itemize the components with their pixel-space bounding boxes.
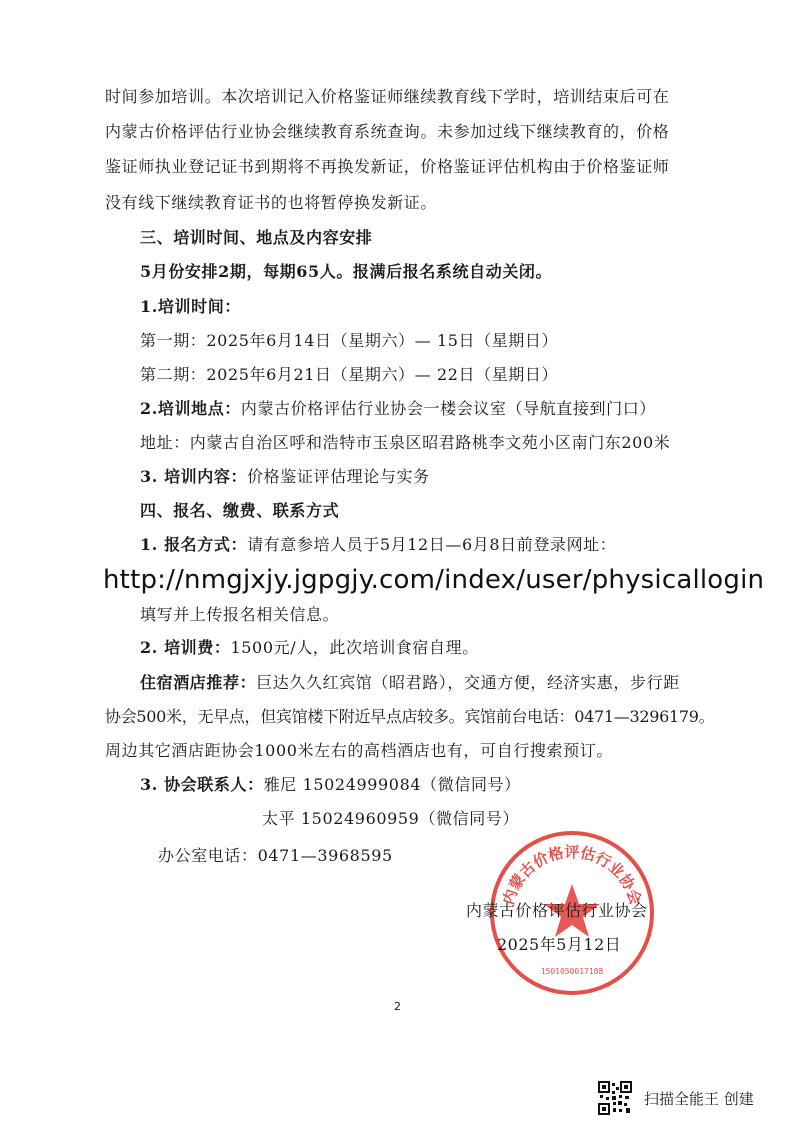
hotel-line-1: 巨达久久红宾馆（昭君路），交通方便，经济实惠，步行距	[256, 673, 680, 692]
registration-method	[140, 535, 616, 555]
paragraph-line: 没有线下继续教育证书的也将暂停换发新证。	[105, 193, 438, 212]
issuing-organization: 内蒙古价格评估行业协会	[466, 901, 648, 920]
scanner-watermark	[598, 1081, 754, 1115]
paragraph-line: 时间参加培训。本次培训记入价格鉴证师继续教育线下学时，培训结束后可在	[105, 87, 670, 106]
after-url-text: 填写并上传报名相关信息。	[140, 605, 340, 624]
contact-label: 3. 协会联系人：	[140, 775, 264, 794]
registration-url[interactable]: http://nmgjxjy.jgpgjy.com/index/user/physicallogin	[103, 565, 765, 595]
hotel-line-2: 协会500米，无早点，但宾馆楼下附近早点店较多。宾馆前台电话：0471—3296179。	[105, 707, 715, 726]
contact-1: 雅尼 15024999084（微信同号）	[263, 775, 521, 794]
training-fee	[140, 638, 479, 658]
paragraph-line: 鉴证师执业登记证书到期将不再换发新证，价格鉴证评估机构由于价格鉴证师	[105, 157, 670, 176]
office-phone: 办公室电话：0471—3968595	[158, 846, 393, 865]
location-label: 2.培训地点：	[140, 399, 241, 418]
address: 地址：内蒙古自治区呼和浩特市玉泉区昭君路桃李文苑小区南门东200米	[140, 433, 671, 452]
issue-date: 2025年5月12日	[497, 935, 622, 954]
hotel-recommendation	[140, 673, 680, 693]
paragraph-line: 内蒙古价格评估行业协会继续教育系统查询。未参加过线下继续教育的，价格	[105, 122, 670, 141]
hotel-label: 住宿酒店推荐：	[140, 673, 257, 692]
fee-value: 1500元/人，此次培训食宿自理。	[230, 638, 479, 657]
schedule-note: 5月份安排2期，每期65人。报满后报名系统自动关闭。	[140, 262, 553, 281]
training-content	[140, 467, 430, 487]
qr-code-icon	[598, 1081, 632, 1115]
training-location	[140, 399, 656, 419]
section-heading-3: 三、培训时间、地点及内容安排	[140, 228, 373, 247]
scanner-label: 扫描全能王 创建	[644, 1089, 754, 1108]
section-heading-4: 四、报名、缴费、联系方式	[140, 501, 340, 520]
contact-2: 太平 15024960959（微信同号）	[262, 809, 520, 828]
period-2: 第二期：2025年6月21日（星期六）— 22日（星期日）	[140, 365, 559, 384]
content-label: 3. 培训内容：	[140, 467, 248, 486]
contact-persons	[140, 775, 521, 795]
registration-text: 请有意参培人员于5月12日—6月8日前登录网址：	[247, 535, 617, 554]
content-value: 价格鉴证评估理论与实务	[247, 467, 430, 486]
seal-text: 内蒙古价格评估行业协会	[499, 843, 645, 907]
seal-number: 1501050017188	[540, 967, 604, 976]
training-time-label: 1.培训时间：	[140, 297, 241, 316]
page-number: 2	[394, 1000, 401, 1013]
location-value: 内蒙古价格评估行业协会一楼会议室（导航直接到门口）	[240, 399, 656, 418]
fee-label: 2. 培训费：	[140, 638, 231, 657]
period-1: 第一期：2025年6月14日（星期六）— 15日（星期日）	[140, 331, 559, 350]
hotel-line-3: 周边其它酒店距协会1000米左右的高档酒店也有，可自行搜索预订。	[105, 741, 613, 760]
registration-label: 1. 报名方式：	[140, 535, 248, 554]
